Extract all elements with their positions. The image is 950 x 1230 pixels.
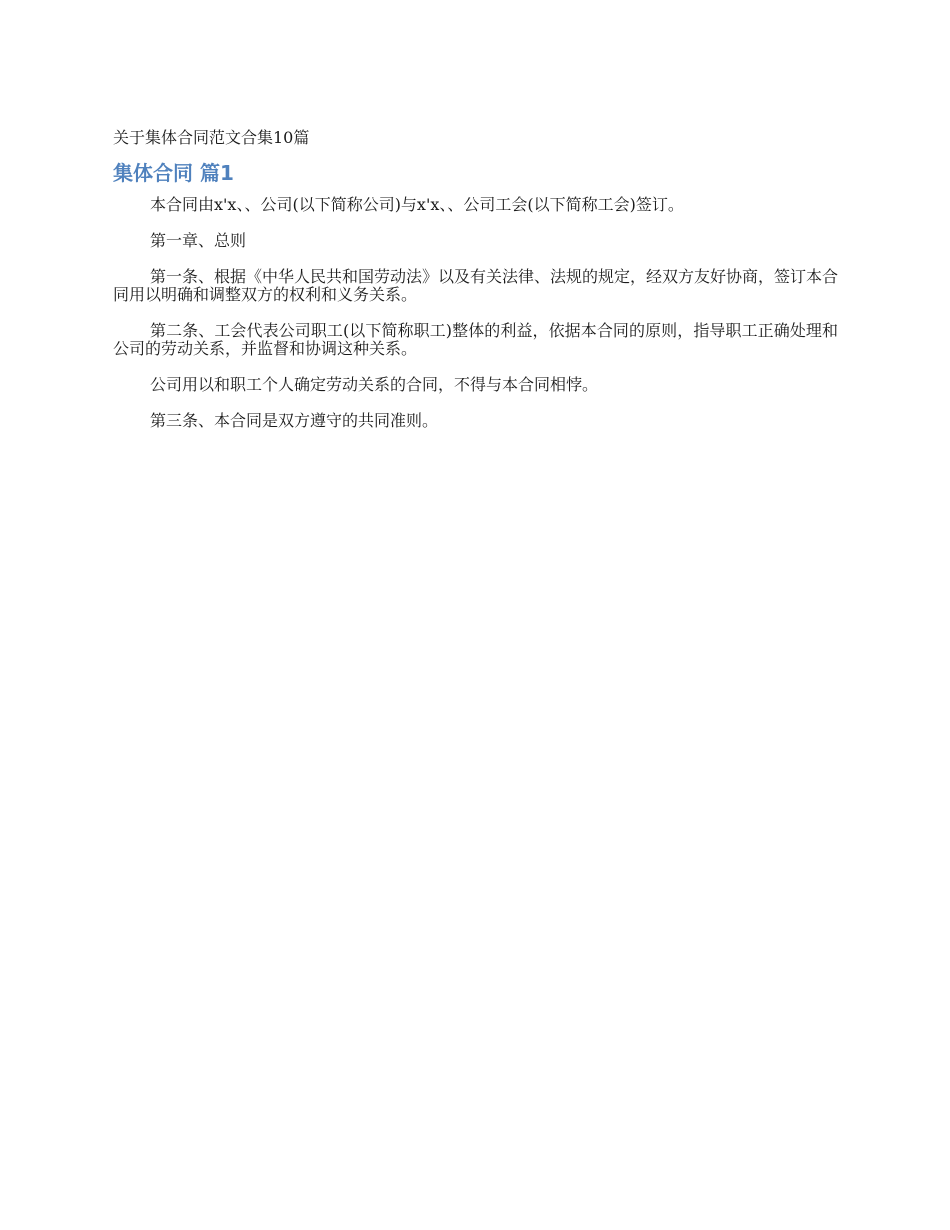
paragraph-article-1: 第一条、根据《中华人民共和国劳动法》以及有关法律、法规的规定，经双方友好协商，签订本合同用以明确和调整双方的权利和义务关系。 (113, 267, 839, 304)
document-title: 关于集体合同范文合集10篇 (113, 128, 310, 147)
document-body (113, 126, 838, 448)
paragraph-chapter-general: 第一章、总则 (150, 231, 247, 250)
paragraph-individual-contract: 公司用以和职工个人确定劳动关系的合同，不得与本合同相悖。 (150, 375, 599, 394)
paragraph-article-2: 第二条、工会代表公司职工(以下简称职工)整体的利益，依据本合同的原则，指导职工正确处理和公司的劳动关系，并监督和协调这种关系。 (113, 321, 838, 358)
section-heading: 集体合同 篇1 (113, 161, 234, 185)
paragraph-article-3: 第三条、本合同是双方遵守的共同准则。 (150, 411, 439, 430)
paragraph-parties: 本合同由x'x、、公司(以下简称公司)与x'x、、公司工会(以下简称工会)签订。 (150, 195, 684, 214)
